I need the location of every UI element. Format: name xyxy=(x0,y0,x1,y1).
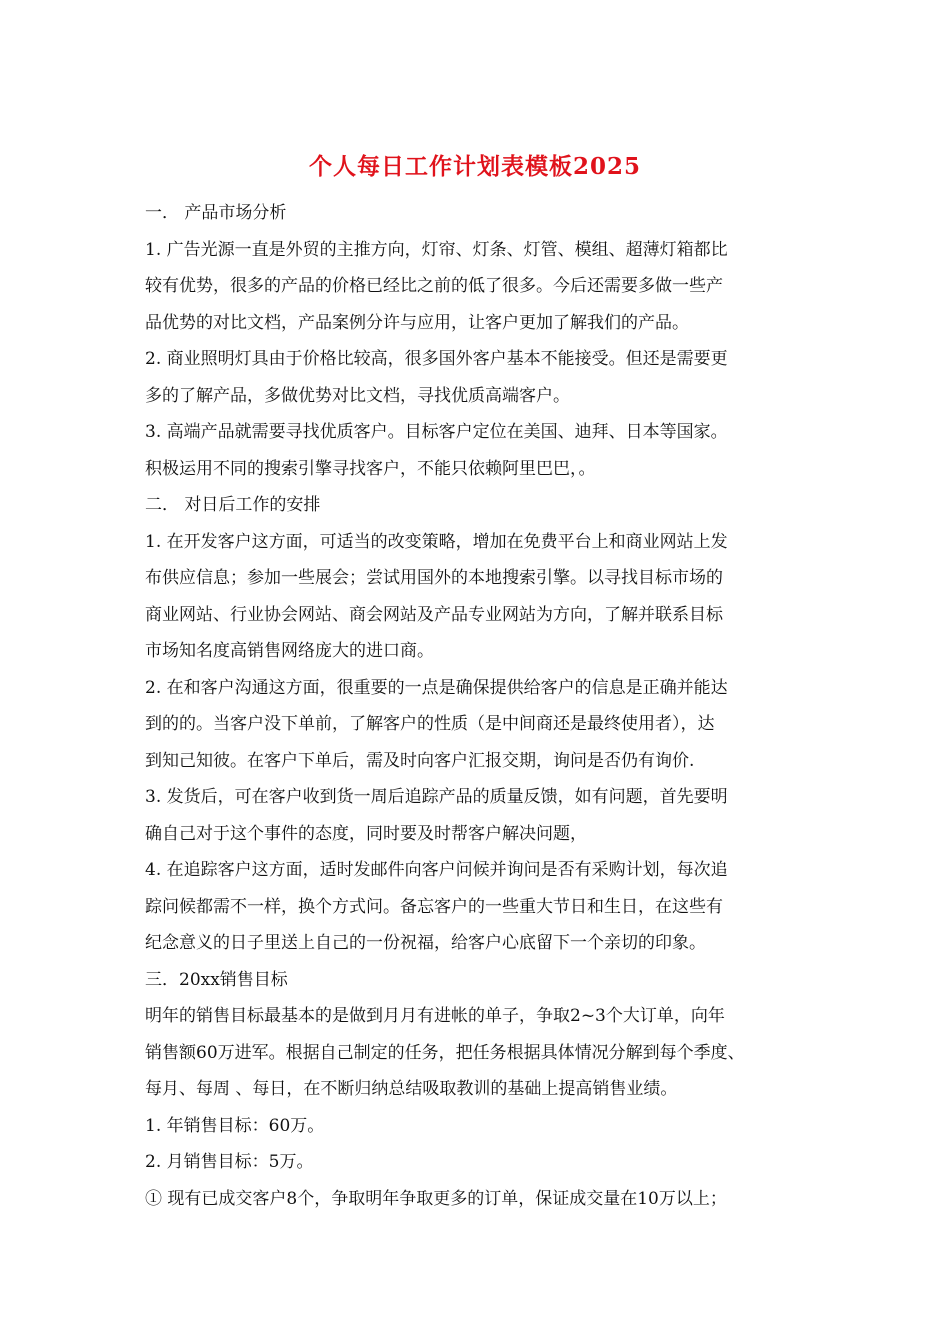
section-heading: 二． 对日后工作的安排 xyxy=(145,495,321,515)
paragraph-line: 3. 高端产品就需要寻找优质客户。目标客户定位在美国、迪拜、日本等国家。 xyxy=(145,422,728,442)
paragraph-line: 布供应信息；参加一些展会；尝试用国外的本地搜索引擎。以寻找目标市场的 xyxy=(145,568,723,588)
paragraph-line: 明年的销售目标最基本的是做到月月有进帐的单子，争取2~3个大订单，向年 xyxy=(145,1006,725,1026)
paragraph-line: 2. 商业照明灯具由于价格比较高，很多国外客户基本不能接受。但还是需要更 xyxy=(145,349,728,369)
paragraph-line: 多的了解产品，多做优势对比文档，寻找优质高端客户。 xyxy=(145,385,570,406)
paragraph-line: 积极运用不同的搜索引擎寻找客户，不能只依赖阿里巴巴，。 xyxy=(145,458,596,479)
paragraph-line: 市场知名度高销售网络庞大的进口商。 xyxy=(145,641,434,661)
paragraph-line: 2. 在和客户沟通这方面，很重要的一点是确保提供给客户的信息是正确并能达 xyxy=(145,677,728,698)
section-heading: 三．20xx销售目标 xyxy=(145,969,288,990)
document-body xyxy=(145,195,825,1217)
paragraph-line: 1. 年销售目标：60万。 xyxy=(145,1115,325,1136)
paragraph-line: 3. 发货后，可在客户收到货一周后追踪产品的质量反馈，如有问题，首先要明 xyxy=(145,787,728,807)
paragraph-line: 4. 在追踪客户这方面，适时发邮件向客户问候并询问是否有采购计划，每次追 xyxy=(145,860,728,880)
section-heading: 一． 产品市场分析 xyxy=(145,203,287,223)
paragraph-line: 确自己对于这个事件的态度，同时要及时帮客户解决问题， xyxy=(145,823,587,844)
paragraph-line: 到的的。当客户没下单前，了解客户的性质（是中间商还是最终使用者），达 xyxy=(145,714,715,734)
paragraph-line: 品优势的对比文档，产品案例分许与应用，让客户更加了解我们的产品。 xyxy=(145,312,689,333)
paragraph-line: 销售额60万进军。根据自己制定的任务，把任务根据具体情况分解到每个季度、 xyxy=(145,1042,745,1063)
paragraph-line: 2. 月销售目标：5万。 xyxy=(145,1152,314,1172)
paragraph-line: 到知己知彼。在客户下单后，需及时向客户汇报交期，询问是否仍有询价. xyxy=(145,750,695,771)
paragraph-line: 踪问候都需不一样，换个方式问。备忘客户的一些重大节日和生日，在这些有 xyxy=(145,896,723,917)
paragraph-line: 较有优势，很多的产品的价格已经比之前的低了很多。今后还需要多做一些产 xyxy=(145,276,723,296)
paragraph-line: 1. 广告光源一直是外贸的主推方向，灯帘、灯条、灯管、模组、超薄灯箱都比 xyxy=(145,239,728,260)
paragraph-line: 每月、每周 、每日，在不断归纳总结吸取教训的基础上提高销售业绩。 xyxy=(145,1079,678,1099)
paragraph-line: 纪念意义的日子里送上自己的一份祝福，给客户心底留下一个亲切的印象。 xyxy=(145,933,706,953)
paragraph-line: 1. 在开发客户这方面，可适当的改变策略，增加在免费平台上和商业网站上发 xyxy=(145,531,728,552)
paragraph-line: 商业网站、行业协会网站、商会网站及产品专业网站为方向，了解并联系目标 xyxy=(145,604,723,625)
paragraph-line: ① 现有已成交客户8个，争取明年争取更多的订单，保证成交量在10万以上； xyxy=(145,1188,727,1209)
document-title: 个人每日工作计划表模板2025 xyxy=(308,153,641,180)
